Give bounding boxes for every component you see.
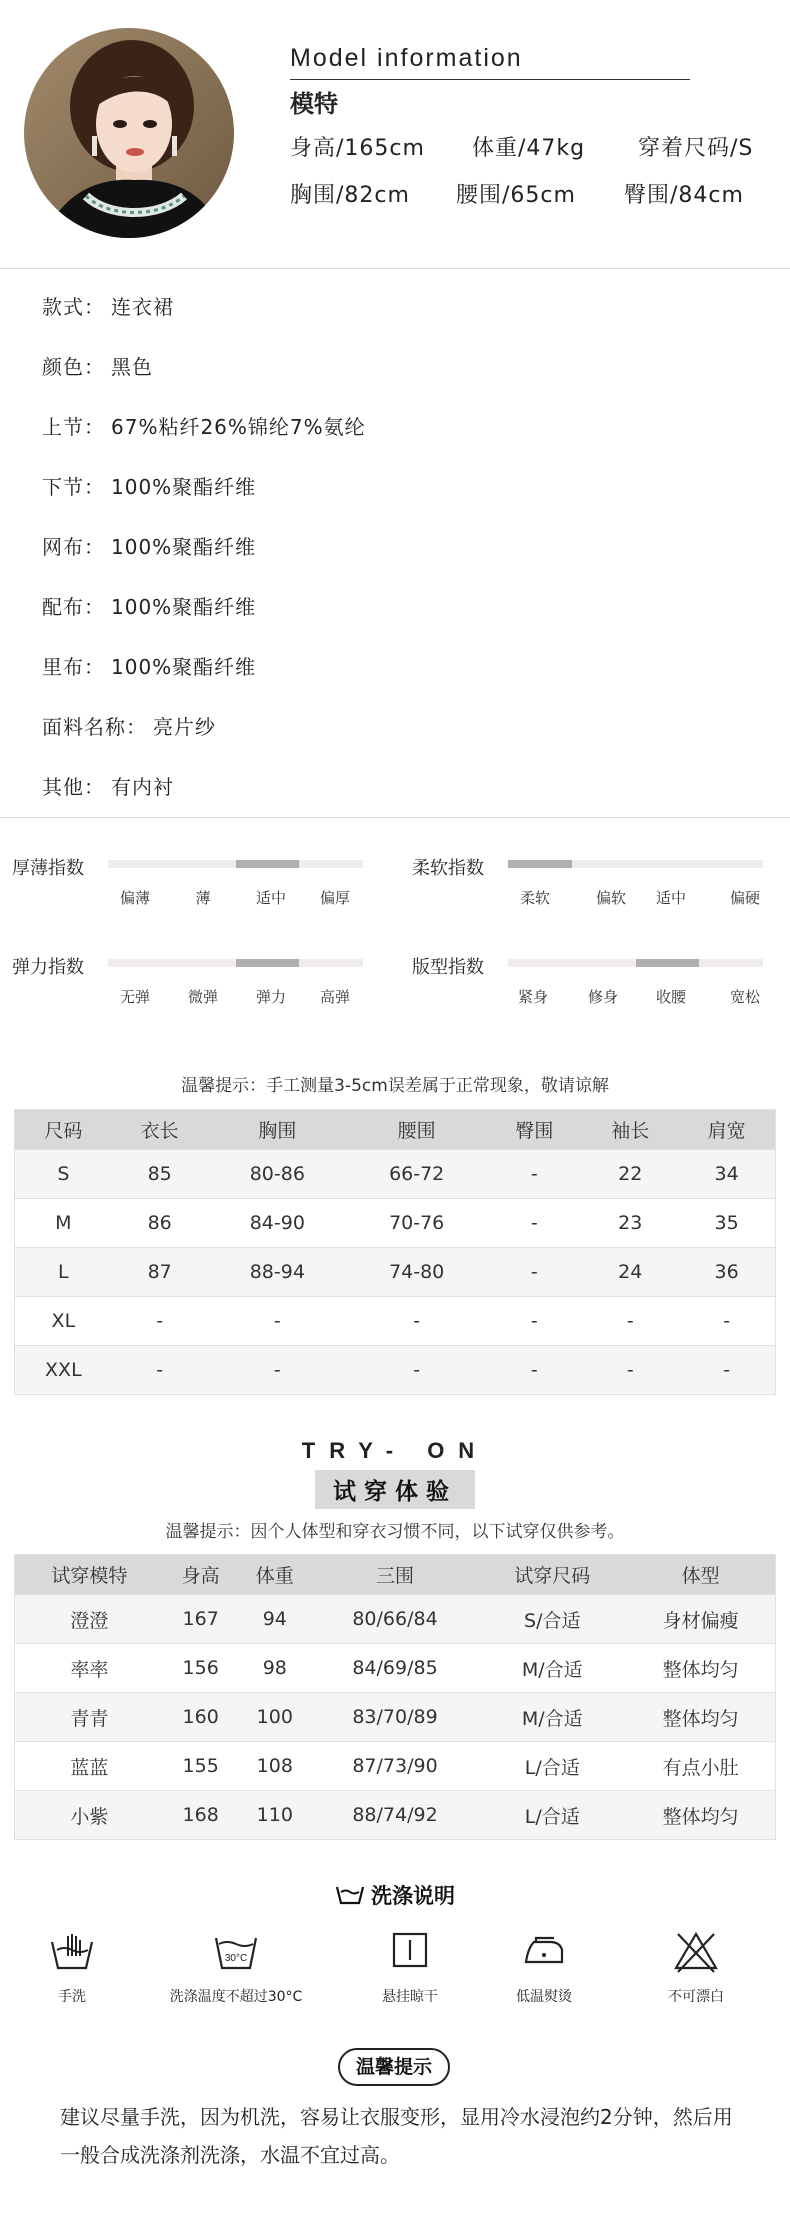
size-table-cell: L <box>15 1248 112 1297</box>
material-value: 连衣裙 <box>111 295 174 319</box>
material-row <box>42 351 153 380</box>
wash-30-icon-text: 30°C <box>224 1953 248 1964</box>
size-table-row <box>15 1199 776 1248</box>
material-value: 100%聚酯纤维 <box>111 655 257 679</box>
size-table-cell: 70-76 <box>347 1199 486 1248</box>
tryon-table-cell: 167 <box>164 1595 238 1644</box>
model-weight: 体重/47kg <box>472 136 586 161</box>
size-table-cell: - <box>347 1297 486 1346</box>
size-table-cell: 35 <box>678 1199 775 1248</box>
elasticity-index-label: 弹力 <box>255 988 286 1006</box>
tryon-table-cell: 有点小肚 <box>626 1742 775 1791</box>
tip-badge: 温馨提示 <box>338 2048 450 2086</box>
size-table-row <box>15 1248 776 1297</box>
size-table-cell: 80-86 <box>208 1150 347 1199</box>
material-key: 下节： <box>42 475 105 499</box>
tryon-table-header: 试穿尺码 <box>478 1555 626 1595</box>
tryon-table <box>14 1554 776 1840</box>
model-bust: 胸围/82cm <box>290 183 410 208</box>
softness-index-track <box>508 860 763 868</box>
fit-index-label: 修身 <box>587 988 618 1006</box>
size-table-cell: XL <box>15 1297 112 1346</box>
tryon-table-cell: 身材偏瘦 <box>626 1595 775 1644</box>
hand-wash-icon <box>48 1928 96 1976</box>
size-table-row <box>15 1150 776 1199</box>
hand-wash-label: 手洗 <box>58 1989 86 2005</box>
size-table-cell: - <box>486 1150 582 1199</box>
size-table-cell: 87 <box>112 1248 208 1297</box>
elasticity-index-label: 微弹 <box>187 988 218 1006</box>
material-row <box>42 291 174 320</box>
material-row <box>42 471 256 500</box>
size-table-header-row <box>15 1110 776 1150</box>
model-portrait-image <box>24 28 234 238</box>
size-table-header: 肩宽 <box>678 1110 775 1150</box>
tryon-table-cell: L/合适 <box>478 1742 626 1791</box>
fit-index-track <box>508 959 763 967</box>
size-table-cell: 24 <box>582 1248 678 1297</box>
softness-index-label: 柔软 <box>519 889 550 907</box>
size-table-cell: 74-80 <box>347 1248 486 1297</box>
tryon-table-header: 体重 <box>238 1555 312 1595</box>
tryon-table-cell: M/合适 <box>478 1644 626 1693</box>
tryon-table-cell: 160 <box>164 1693 238 1742</box>
model-info-section <box>0 0 790 268</box>
tip-text: 建议尽量手洗，因为机洗，容易让衣服变形，显用冷水浸泡约2分钟，然后用一般合成洗涤剂洗涤，水温不宜过高。 <box>60 2105 733 2167</box>
size-table-cell: 36 <box>678 1248 775 1297</box>
tryon-table-row <box>15 1693 776 1742</box>
tryon-table-header: 体型 <box>626 1555 775 1595</box>
size-table-cell: - <box>678 1346 775 1395</box>
material-key: 网布： <box>42 535 105 559</box>
thickness-index-label: 偏薄 <box>119 889 150 907</box>
size-table-header: 衣长 <box>112 1110 208 1150</box>
tryon-table-cell: 整体均匀 <box>626 1644 775 1693</box>
size-table-row <box>15 1297 776 1346</box>
thickness-index-label: 薄 <box>195 889 211 907</box>
tryon-table-cell: 98 <box>238 1644 312 1693</box>
tryon-table-cell: 小紫 <box>15 1791 164 1840</box>
no-bleach-icon <box>672 1928 720 1976</box>
tryon-table-header: 身高 <box>164 1555 238 1595</box>
material-row <box>42 411 366 440</box>
model-hip: 臀围/84cm <box>624 183 744 208</box>
size-table-cell: - <box>208 1346 347 1395</box>
elasticity-index-track <box>108 959 363 967</box>
thickness-index-track <box>108 860 363 868</box>
size-table-cell: 86 <box>112 1199 208 1248</box>
material-key: 款式： <box>42 295 105 319</box>
wash-basin-icon <box>335 1884 365 1906</box>
elasticity-index-label: 高弹 <box>319 988 350 1006</box>
no-bleach-label: 不可漂白 <box>668 1989 724 2005</box>
softness-index-label: 适中 <box>655 889 686 907</box>
thickness-index-label: 偏厚 <box>319 889 350 907</box>
wash-title-text: 洗涤说明 <box>371 1884 455 1908</box>
size-table-cell: M <box>15 1199 112 1248</box>
size-table-header: 尺码 <box>15 1110 112 1150</box>
size-table-header: 袖长 <box>582 1110 678 1150</box>
material-row <box>42 651 256 680</box>
tryon-table-cell: 整体均匀 <box>626 1791 775 1840</box>
tryon-table-cell: 88/74/92 <box>312 1791 478 1840</box>
elasticity-index-title: 弹力指数 <box>12 957 84 978</box>
tryon-table-cell: L/合适 <box>478 1791 626 1840</box>
softness-index-title: 柔软指数 <box>412 858 484 879</box>
material-key: 面料名称： <box>42 715 147 739</box>
hang-dry-icon <box>386 1926 434 1974</box>
size-table-cell: 84-90 <box>208 1199 347 1248</box>
model-avatar <box>24 28 234 238</box>
size-table-cell: - <box>678 1297 775 1346</box>
size-table-cell: - <box>582 1297 678 1346</box>
tryon-title-zh-wrap <box>0 1470 790 1509</box>
tryon-table-cell: 155 <box>164 1742 238 1791</box>
tryon-table-row <box>15 1742 776 1791</box>
softness-index-label: 偏硬 <box>729 889 760 907</box>
tryon-table-cell: 84/69/85 <box>312 1644 478 1693</box>
size-table-row <box>15 1346 776 1395</box>
tryon-table-cell: 整体均匀 <box>626 1693 775 1742</box>
tryon-table-cell: 156 <box>164 1644 238 1693</box>
tryon-table-row <box>15 1595 776 1644</box>
tryon-table-cell: M/合适 <box>478 1693 626 1742</box>
material-value: 100%聚酯纤维 <box>111 595 257 619</box>
tryon-table-header: 试穿模特 <box>15 1555 164 1595</box>
tryon-table-header-row <box>15 1555 776 1595</box>
model-waist: 腰围/65cm <box>456 183 576 208</box>
tryon-table-cell: 110 <box>238 1791 312 1840</box>
material-row <box>42 771 174 800</box>
size-table-cell: - <box>112 1297 208 1346</box>
tryon-table-cell: 率率 <box>15 1644 164 1693</box>
size-table-cell: 85 <box>112 1150 208 1199</box>
material-key: 配布： <box>42 595 105 619</box>
tryon-note: 温馨提示：因个人体型和穿衣习惯不同，以下试穿仅供参考。 <box>165 1522 625 1542</box>
tryon-title-zh: 试穿体验 <box>315 1470 475 1509</box>
fit-index-label: 收腰 <box>655 988 686 1006</box>
tryon-table-cell: 87/73/90 <box>312 1742 478 1791</box>
size-table-cell: 34 <box>678 1150 775 1199</box>
material-value: 黑色 <box>111 355 153 379</box>
tryon-table-row <box>15 1791 776 1840</box>
material-value: 100%聚酯纤维 <box>111 475 257 499</box>
size-table-cell: - <box>112 1346 208 1395</box>
material-key: 里布： <box>42 655 105 679</box>
model-size: 穿着尺码/S <box>638 136 754 161</box>
material-value: 亮片纱 <box>153 715 216 739</box>
thickness-index-fill <box>236 860 300 868</box>
tryon-table-cell: 168 <box>164 1791 238 1840</box>
size-table-note: 温馨提示：手工测量3-5cm误差属于正常现象，敬请谅解 <box>181 1076 609 1096</box>
fit-index-title: 版型指数 <box>412 957 484 978</box>
tryon-table-row <box>15 1644 776 1693</box>
tryon-table-cell: S/合适 <box>478 1595 626 1644</box>
size-table-cell: 23 <box>582 1199 678 1248</box>
thickness-index-title: 厚薄指数 <box>12 858 84 879</box>
low-iron-label: 低温熨烫 <box>516 1989 572 2005</box>
model-title: Model information <box>290 44 523 72</box>
low-iron-icon <box>520 1928 568 1976</box>
wash-30-label: 洗涤温度不超过30°C <box>169 1989 303 2005</box>
tryon-table-cell: 蓝蓝 <box>15 1742 164 1791</box>
softness-index-label: 偏软 <box>595 889 626 907</box>
material-key: 上节： <box>42 415 105 439</box>
tryon-table-cell: 澄澄 <box>15 1595 164 1644</box>
wash-title <box>0 1880 790 1910</box>
size-table-cell: - <box>486 1199 582 1248</box>
material-row <box>42 591 256 620</box>
material-key: 其他： <box>42 775 105 799</box>
material-row <box>42 531 256 560</box>
tryon-table-cell: 83/70/89 <box>312 1693 478 1742</box>
tryon-table-cell: 80/66/84 <box>312 1595 478 1644</box>
size-table-cell: - <box>486 1297 582 1346</box>
fit-index-fill <box>636 959 700 967</box>
fit-index-label: 宽松 <box>729 988 760 1006</box>
material-value: 有内衬 <box>111 775 174 799</box>
tryon-table-cell: 青青 <box>15 1693 164 1742</box>
size-table-cell: - <box>486 1248 582 1297</box>
size-table <box>14 1109 776 1395</box>
section-divider <box>0 817 790 818</box>
size-table-header: 胸围 <box>208 1110 347 1150</box>
size-table-cell: 22 <box>582 1150 678 1199</box>
model-title-divider <box>290 79 690 80</box>
wash-30-icon <box>212 1928 260 1976</box>
size-table-cell: - <box>347 1346 486 1395</box>
elasticity-index-fill <box>236 959 300 967</box>
size-table-header: 腰围 <box>347 1110 486 1150</box>
size-table-cell: - <box>582 1346 678 1395</box>
tryon-table-header: 三围 <box>312 1555 478 1595</box>
tryon-table-cell: 100 <box>238 1693 312 1742</box>
softness-index-fill <box>508 860 572 868</box>
material-value: 67%粘纤26%锦纶7%氨纶 <box>111 415 366 439</box>
size-table-cell: - <box>486 1346 582 1395</box>
elasticity-index-label: 无弹 <box>119 988 150 1006</box>
size-table-cell: S <box>15 1150 112 1199</box>
material-value: 100%聚酯纤维 <box>111 535 257 559</box>
hang-dry-label: 悬挂晾干 <box>382 1989 438 2005</box>
size-table-cell: 66-72 <box>347 1150 486 1199</box>
model-subtitle: 模特 <box>290 90 338 118</box>
fit-index-label: 紧身 <box>517 988 548 1006</box>
size-table-cell: - <box>208 1297 347 1346</box>
model-height: 身高/165cm <box>290 136 425 161</box>
tryon-title-en: TRY- ON <box>301 1438 489 1463</box>
material-key: 颜色： <box>42 355 105 379</box>
material-row <box>42 711 216 740</box>
size-table-cell: XXL <box>15 1346 112 1395</box>
section-divider <box>0 268 790 269</box>
tryon-table-cell: 108 <box>238 1742 312 1791</box>
thickness-index-label: 适中 <box>255 889 286 907</box>
size-table-header: 臀围 <box>486 1110 582 1150</box>
size-table-cell: 88-94 <box>208 1248 347 1297</box>
tryon-table-cell: 94 <box>238 1595 312 1644</box>
